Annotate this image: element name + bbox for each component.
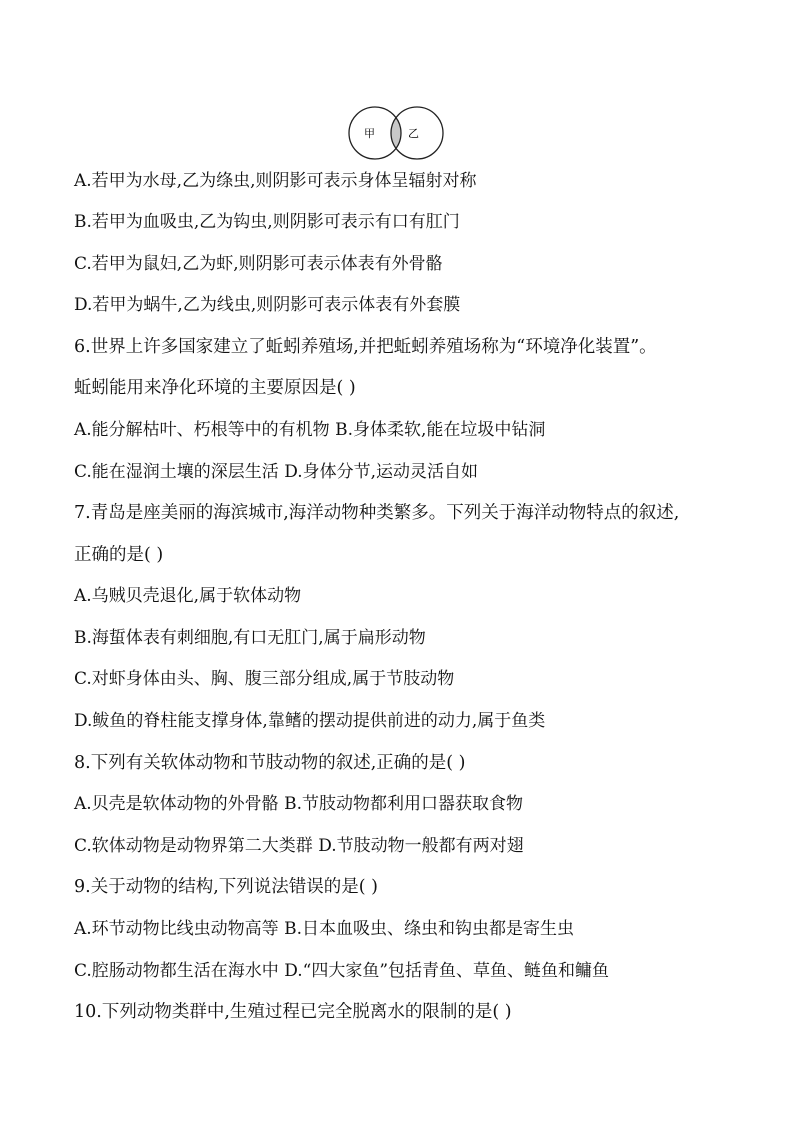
options-6-ab: A.能分解枯叶、朽根等中的有机物 B.身体柔软,能在垃圾中钻洞 bbox=[74, 420, 546, 440]
options-6-cd: C.能在湿润土壤的深层生活 D.身体分节,运动灵活自如 bbox=[74, 462, 479, 482]
question-6-line-2: 蚯蚓能用来净化环境的主要原因是( ) bbox=[74, 378, 356, 398]
venn-diagram bbox=[346, 104, 448, 162]
option-5b: B.若甲为血吸虫,乙为钩虫,则阴影可表示有口有肛门 bbox=[74, 212, 460, 232]
venn-label-left: 甲 bbox=[364, 127, 375, 140]
question-7-line-2: 正确的是( ) bbox=[74, 545, 164, 565]
option-5a: A.若甲为水母,乙为绦虫,则阴影可表示身体呈辐射对称 bbox=[74, 171, 477, 191]
option-7d: D.鲅鱼的脊柱能支撑身体,靠鳍的摆动提供前进的动力,属于鱼类 bbox=[74, 711, 546, 731]
options-8-ab: A.贝壳是软体动物的外骨骼 B.节肢动物都利用口器获取食物 bbox=[74, 794, 523, 814]
question-8: 8.下列有关软体动物和节肢动物的叙述,正确的是( ) bbox=[74, 753, 466, 773]
option-5c: C.若甲为鼠妇,乙为虾,则阴影可表示体表有外骨骼 bbox=[74, 254, 443, 274]
question-6-line-1: 6.世界上许多国家建立了蚯蚓养殖场,并把蚯蚓养殖场称为“环境净化装置”。 bbox=[74, 337, 657, 357]
question-9: 9.关于动物的结构,下列说法错误的是( ) bbox=[74, 877, 378, 897]
option-5d: D.若甲为蜗牛,乙为线虫,则阴影可表示体表有外套膜 bbox=[74, 295, 461, 315]
options-8-cd: C.软体动物是动物界第二大类群 D.节肢动物一般都有两对翅 bbox=[74, 836, 524, 856]
question-10: 10.下列动物类群中,生殖过程已完全脱离水的限制的是( ) bbox=[74, 1002, 512, 1022]
option-7b: B.海蜇体表有刺细胞,有口无肛门,属于扁形动物 bbox=[74, 628, 426, 648]
option-7a: A.乌贼贝壳退化,属于软体动物 bbox=[74, 586, 302, 606]
options-9-cd: C.腔肠动物都生活在海水中 D.“四大家鱼”包括青鱼、草鱼、鲢鱼和鳙鱼 bbox=[74, 961, 610, 981]
question-7-line-1: 7.青岛是座美丽的海滨城市,海洋动物种类繁多。下列关于海洋动物特点的叙述, bbox=[74, 503, 680, 523]
options-9-ab: A.环节动物比线虫动物高等 B.日本血吸虫、绦虫和钩虫都是寄生虫 bbox=[74, 919, 574, 939]
venn-label-right: 乙 bbox=[408, 127, 419, 140]
option-7c: C.对虾身体由头、胸、腹三部分组成,属于节肢动物 bbox=[74, 669, 455, 689]
